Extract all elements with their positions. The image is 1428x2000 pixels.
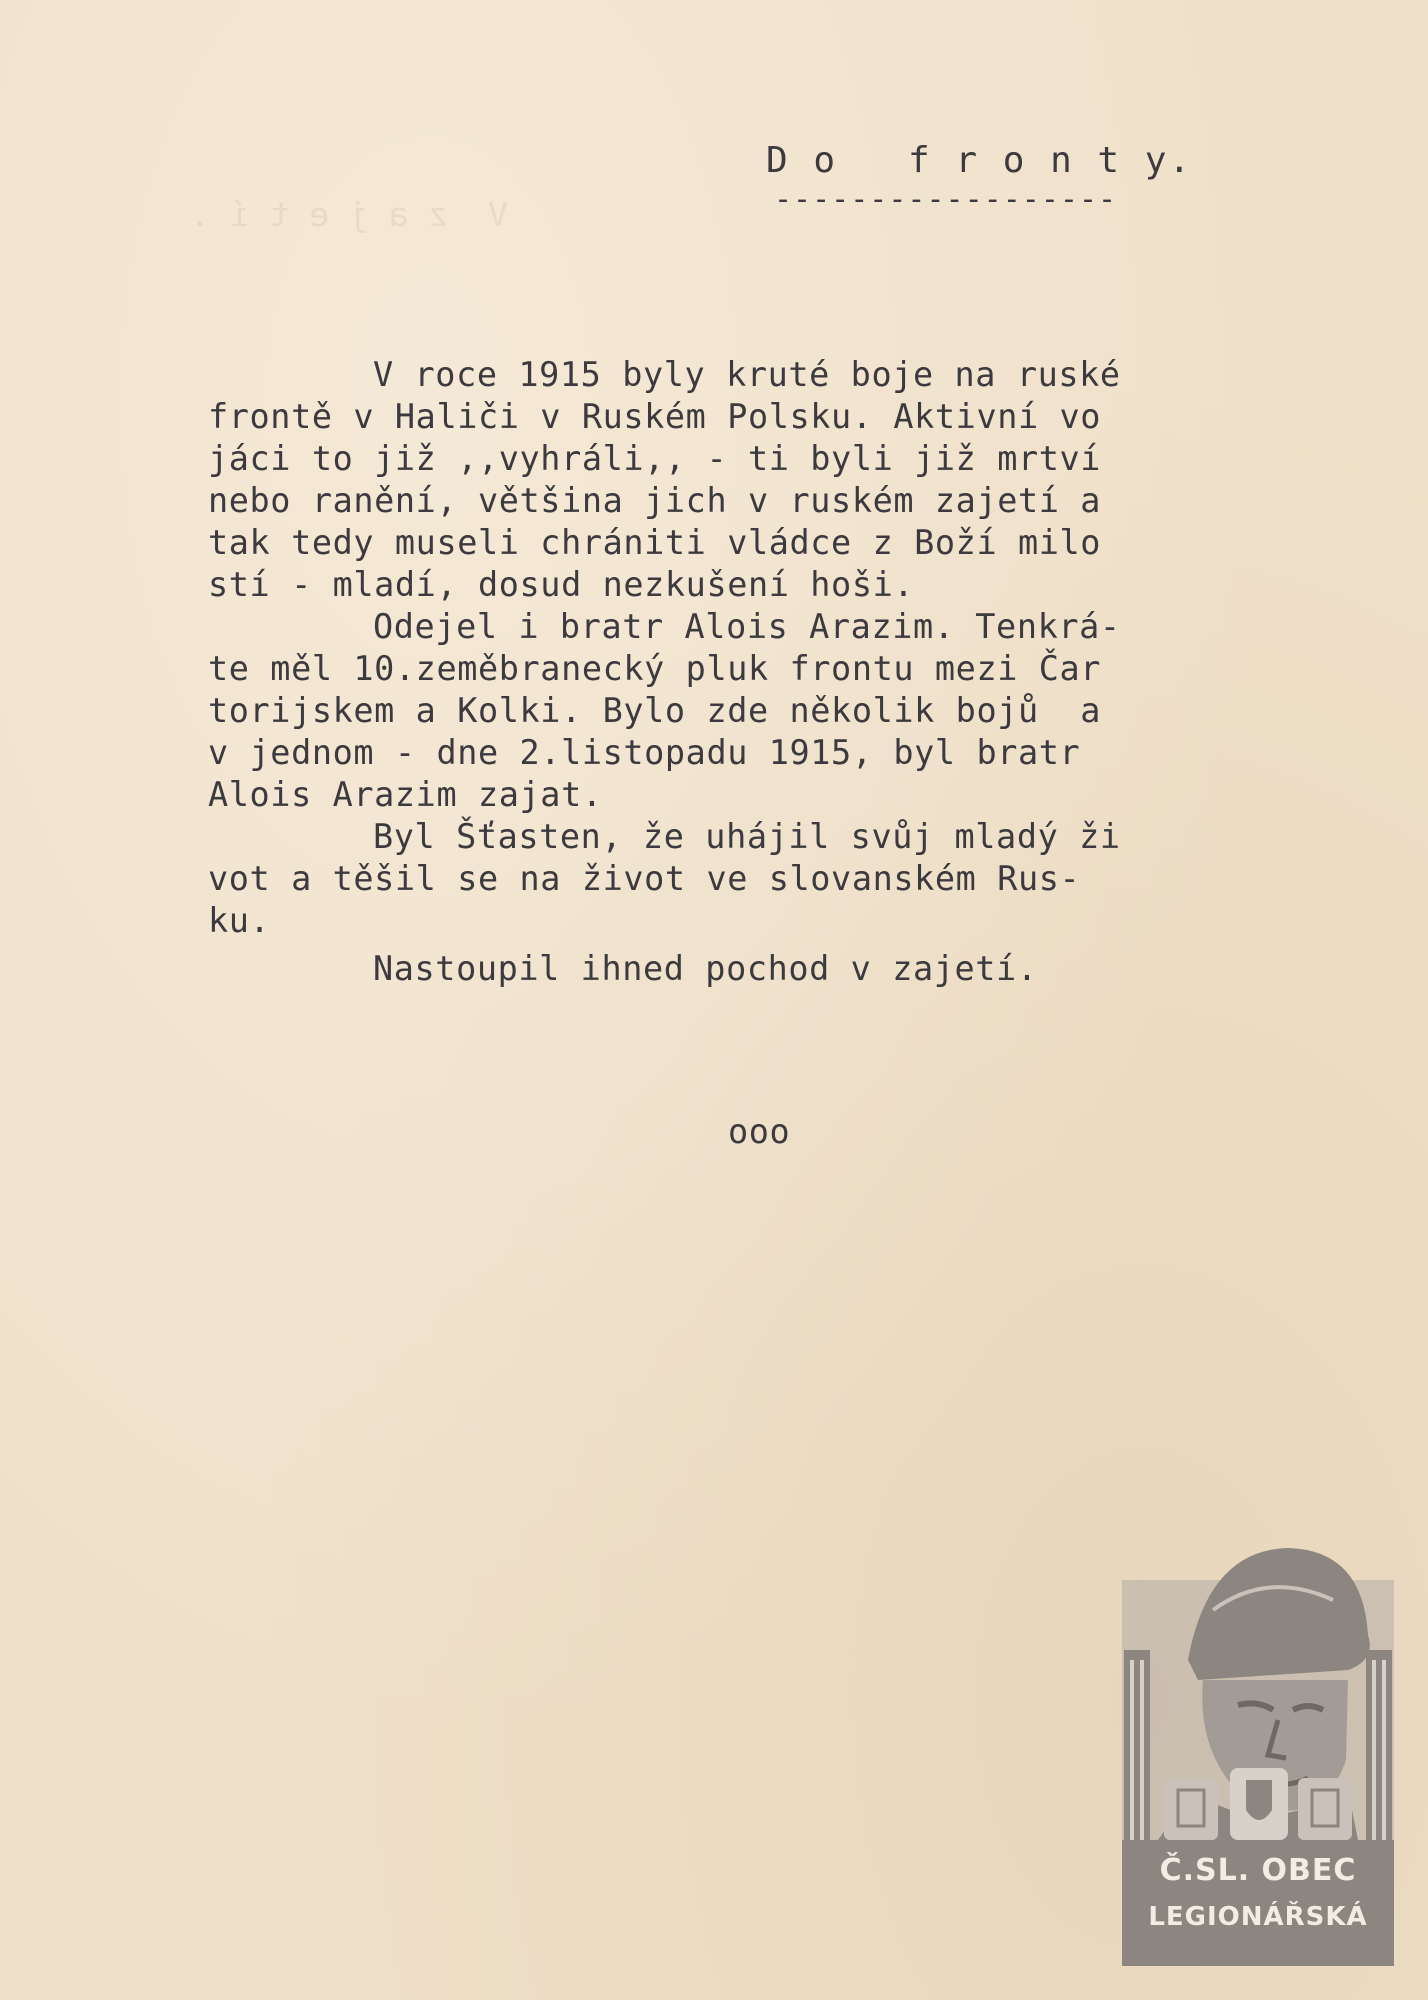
text-line: vot a těšil se na život ve slovanském Rus- — [208, 859, 1081, 898]
text-line: te měl 10.zeměbranecký pluk frontu mezi Čar — [208, 649, 1102, 688]
legion-stamp — [1118, 1540, 1398, 1970]
text-line: tak tedy museli chrániti vládce z Boží milo — [208, 523, 1102, 562]
text-line: v jednom - dne 2.listopadu 1915, byl bratr — [208, 733, 1081, 772]
document-title: D o f r o n t y. — [766, 140, 1193, 181]
title-underline: ------------------ — [774, 182, 1118, 217]
text-line: nebo ranění, většina jich v ruském zajetí a — [208, 481, 1102, 520]
stamp-line-2: LEGIONÁŘSKÁ — [1148, 1902, 1368, 1932]
text-line: Byl Šťasten, že uhájil svůj mladý ži — [373, 817, 1121, 856]
text-line: V roce 1915 byly kruté boje na ruské — [373, 355, 1121, 394]
text-line: ku. — [208, 901, 271, 940]
stamp-line-1: Č.SL. OBEC — [1159, 1853, 1357, 1888]
text-line: Alois Arazim zajat. — [208, 775, 603, 814]
bleed-through-ghost: V z a j e t í . — [190, 195, 508, 234]
text-line: torijskem a Kolki. Bylo zde několik bojů a — [208, 691, 1102, 730]
text-line: Odejel i bratr Alois Arazim. Tenkrá- — [373, 607, 1121, 646]
end-mark: ooo — [728, 1112, 791, 1151]
text-line: stí - mladí, dosud nezkušení hoši. — [208, 565, 915, 604]
text-line: frontě v Haliči v Ruském Polsku. Aktivní vo — [208, 397, 1102, 436]
text-line: jáci to již ,,vyhráli,, - ti byli již mrtví — [208, 439, 1102, 478]
text-line: Nastoupil ihned pochod v zajetí. — [373, 949, 1038, 988]
